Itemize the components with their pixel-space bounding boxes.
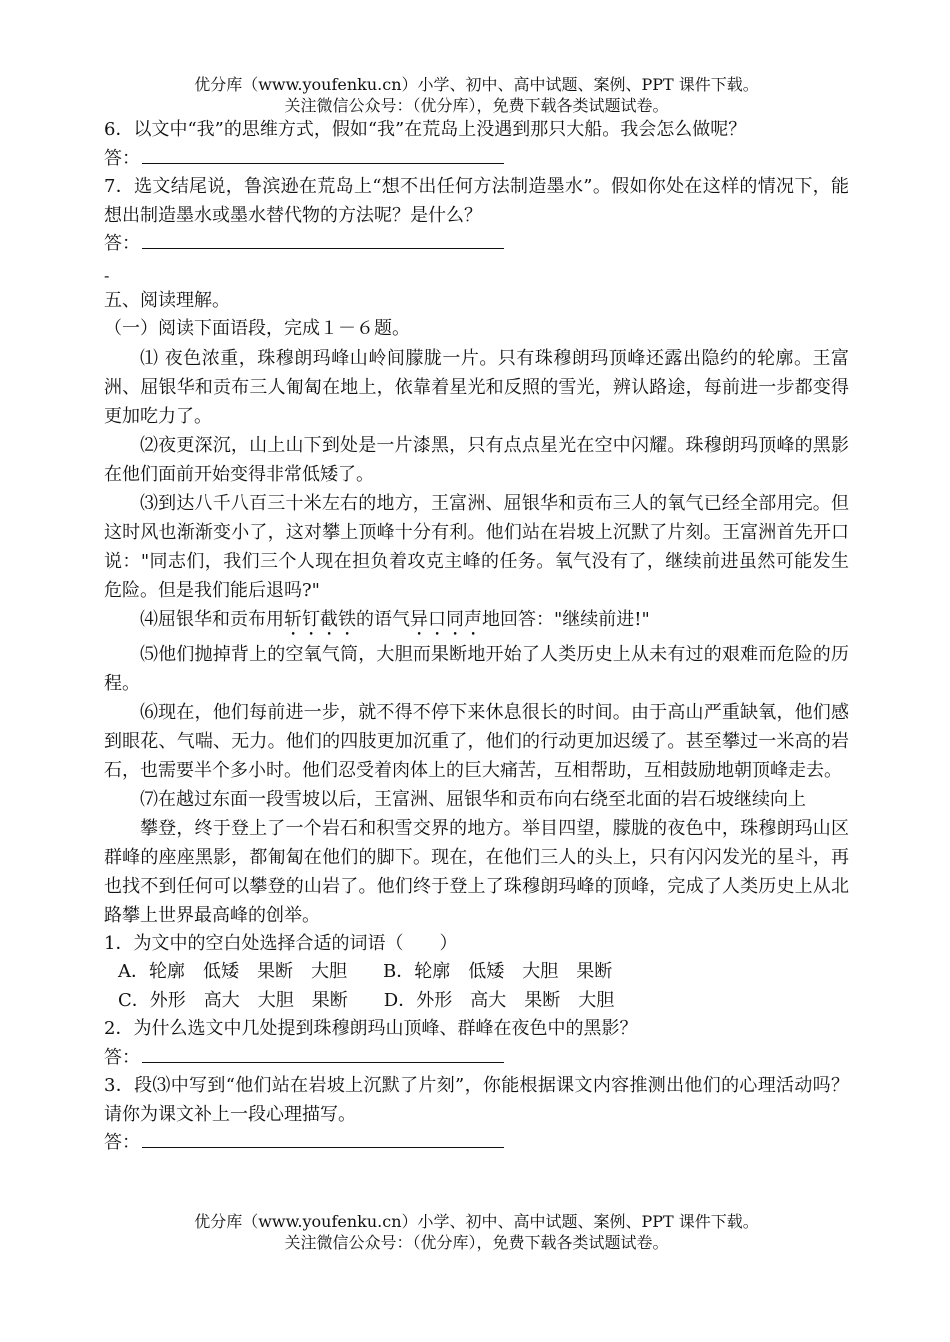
answer-blank[interactable] <box>142 1131 504 1148</box>
paragraph-4-part-c: 的语气 <box>356 608 410 630</box>
paragraph-4-part-a: ⑷屈银华和贡布用 <box>140 608 284 630</box>
paragraph-5: ⑸他们抛掉背上的空氧气筒，大胆而果断地开始了人类历史上从未有过的艰难而危险的历程。 <box>104 643 849 694</box>
answer-line-q2 <box>104 1044 849 1073</box>
paragraph-7-continued: 攀登，终于登上了一个岩石和积雪交界的地方。举目四望，朦胧的夜色中，珠穆朗玛山区群峰的座座黑影，都匍匐在他们的脚下。现在，在他们三人的头上，只有闪闪发光的星斗，再也找不到任何可以攀登的山岩了。他们终于登上了珠穆朗玛峰的顶峰，完成了人类历史上从北路攀上世界最高峰的创举。 <box>104 817 849 926</box>
separator-mark: - <box>104 265 110 285</box>
answer-label: 答： <box>104 1046 140 1068</box>
options-row-2 <box>104 987 849 1016</box>
answer-blank[interactable] <box>142 147 504 164</box>
footer-line-2: 关注微信公众号：（优分库），免费下载各类试题试卷。 <box>284 1233 669 1252</box>
paragraph-1: ⑴ 夜色浓重，珠穆朗玛峰山岭间朦胧一片。只有珠穆朗玛顶峰还露出隐约的轮廓。王富洲、屈银华和贡布三人匍匐在地上，依靠着星光和反照的雪光，辨认路途，每前进一步都变得更加吃力了。 <box>104 347 849 427</box>
question-1: 1．为文中的空白处选择合适的词语（ ） <box>104 932 458 954</box>
paragraph-2: ⑵夜更深沉，山上山下到处是一片漆黑，只有点点星光在空中闪耀。珠穆朗玛顶峰的黑影在他们面前开始变得非常低矮了。 <box>104 434 849 485</box>
paragraph-4-part-e: 地回答："继续前进!" <box>482 608 650 630</box>
emphasized-phrase: 异口同声 <box>410 608 482 630</box>
answer-label: 答： <box>104 233 140 254</box>
page-footer <box>104 1211 849 1253</box>
question-7: 7．选文结尾说，鲁滨逊在荒岛上“想不出任何方法制造墨水”。假如你处在这样的情况下，能想出制造墨水或墨水替代物的方法呢？是什么？ <box>104 176 849 226</box>
document-page <box>104 74 849 1158</box>
section-subtitle: （一）阅读下面语段，完成１－６题。 <box>104 318 410 339</box>
emphasized-phrase: 斩钉截铁 <box>284 608 356 630</box>
question-2: 2．为什么选文中几处提到珠穆朗玛山顶峰、群峰在夜色中的黑影？ <box>104 1018 638 1039</box>
answer-line-6 <box>104 145 849 174</box>
answer-blank[interactable] <box>142 232 504 249</box>
paragraph-7: ⑺在越过东面一段雪坡以后，王富洲、屈银华和贡布向右绕至北面的岩石坡继续向上 <box>140 788 806 810</box>
paragraph-4 <box>104 605 849 640</box>
option-a[interactable]: A．轮廓 低矮 果断 大胆 <box>118 961 347 982</box>
answer-label: 答： <box>104 1132 140 1153</box>
answer-line-7 <box>104 230 849 259</box>
header-line-1: 优分库（www.youfenku.cn）小学、初中、高中试题、案例、PPT 课件下载。 <box>194 75 759 94</box>
option-c[interactable]: C．外形 高大 大胆 果断 <box>118 989 348 1011</box>
options-row-1 <box>104 958 849 987</box>
paragraph-6: ⑹现在，他们每前进一步，就不得不停下来休息很长的时间。由于高山严重缺氧，他们感到眼花、气喘、无力。他们的四肢更加沉重了，他们的行动更加迟缓了。甚至攀过一米高的岩石，也需要半个多小时。他们忍受着肉体上的巨大痛苦，互相帮助，互相鼓励地朝顶峰走去。 <box>104 701 849 781</box>
question-3: 3．段⑶中写到“他们站在岩坡上沉默了片刻”，你能根据课文内容推测出他们的心理活动吗？请你为课文补上一段心理描写。 <box>104 1075 849 1125</box>
paragraph-3: ⑶到达八千八百三十米左右的地方，王富洲、屈银华和贡布三人的氧气已经全部用完。但这时风也渐渐变小了，这对攀上顶峰十分有利。他们站在岩坡上沉默了片刻。王富洲首先开口说："同志们，我们三个人现在担负着攻克主峰的任务。氧气没有了，继续前进虽然可能发生危险。但是我们能后退吗?" <box>104 492 849 601</box>
answer-line-q3 <box>104 1129 849 1158</box>
option-b[interactable]: B．轮廓 低矮 大胆 果断 <box>383 961 613 982</box>
answer-blank[interactable] <box>142 1046 504 1063</box>
footer-line-1: 优分库（www.youfenku.cn）小学、初中、高中试题、案例、PPT 课件下载。 <box>194 1212 759 1231</box>
header-line-2: 关注微信公众号：（优分库），免费下载各类试题试卷。 <box>284 96 669 115</box>
question-6: 6．以文中“我”的思维方式，假如“我”在荒岛上没遇到那只大船。我会怎么做呢？ <box>104 119 747 140</box>
option-d[interactable]: D．外形 高大 果断 大胆 <box>383 989 615 1011</box>
section-title: 五、阅读理解。 <box>104 289 230 311</box>
answer-label: 答： <box>104 147 140 169</box>
page-header <box>104 74 849 116</box>
